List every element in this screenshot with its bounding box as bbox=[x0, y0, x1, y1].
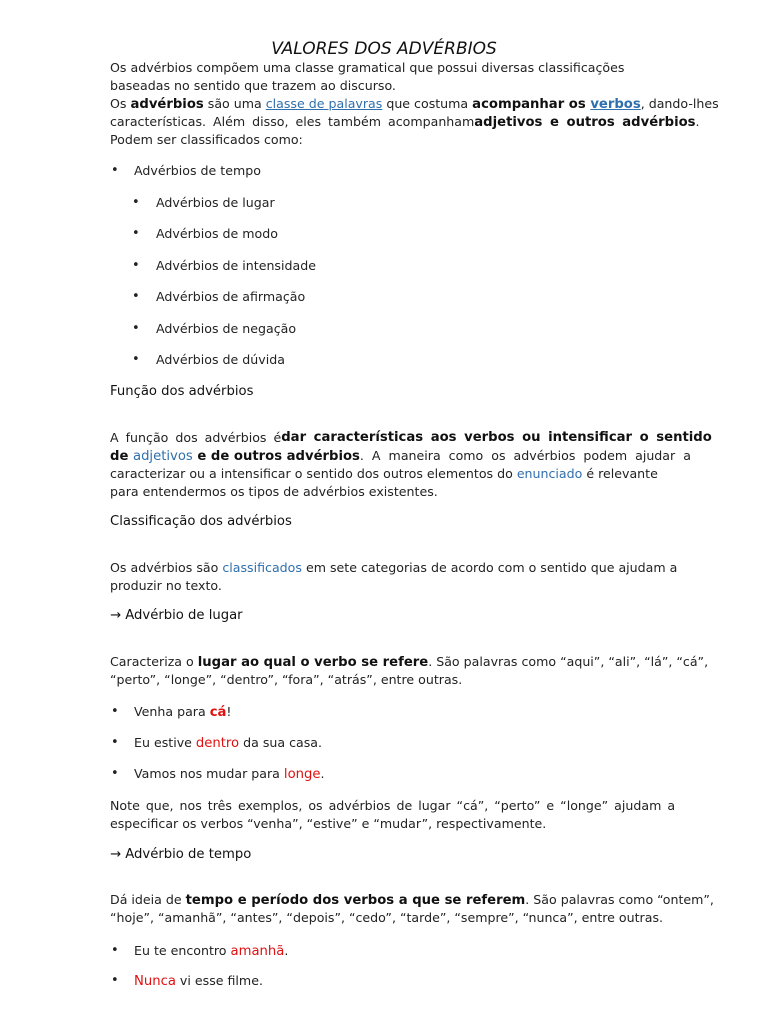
list-item: Advérbios de tempo bbox=[134, 163, 261, 178]
example-item: Nunca vi esse filme. bbox=[134, 973, 263, 989]
list-bullet: • bbox=[132, 289, 140, 304]
classificacao-line-2: produzir no texto. bbox=[110, 578, 222, 593]
example-item: Vamos nos mudar para longe. bbox=[134, 766, 325, 782]
intro-paragraph-3: características. Além disso, eles também acompanham adjetivos e outros advérbios. bbox=[110, 114, 700, 130]
list-bullet: • bbox=[132, 195, 140, 210]
tempo-line-2: “hoje”, “amanhã”, “antes”, “depois”, “cedo”, “tarde”, “sempre”, “nunca”, entre outras. bbox=[110, 910, 664, 925]
lugar-note-line-1: Note que, nos três exemplos, os advérbios de lugar “cá”, “perto” e “longe” ajudam a bbox=[110, 798, 676, 813]
list-item: Advérbios de dúvida bbox=[156, 352, 285, 367]
link-enunciado[interactable]: enunciado bbox=[516, 466, 583, 481]
list-bullet: • bbox=[132, 226, 140, 241]
list-bullet: • bbox=[132, 352, 140, 367]
link-verbos[interactable]: verbos bbox=[590, 97, 641, 112]
list-bullet: • bbox=[111, 766, 119, 781]
section-heading-funcao: Função dos advérbios bbox=[110, 384, 254, 399]
funcao-line-1: A função dos advérbios é dar características aos verbos ou intensificar o sentido bbox=[110, 430, 712, 445]
list-bullet: • bbox=[132, 321, 140, 336]
list-item: Advérbios de lugar bbox=[156, 195, 275, 210]
intro-line-1: Os advérbios compõem uma classe gramatical que possui diversas classificações bbox=[110, 60, 625, 75]
list-bullet: • bbox=[111, 735, 119, 750]
intro-paragraph-4: Podem ser classificados como: bbox=[110, 132, 303, 147]
section-heading-classificacao: Classificação dos advérbios bbox=[110, 514, 292, 529]
lugar-note-line-2: especificar os verbos “venha”, “estive” e “mudar”, respectivamente. bbox=[110, 816, 547, 831]
link-adjetivos[interactable]: adjetivos bbox=[132, 449, 193, 464]
list-item: Advérbios de modo bbox=[156, 226, 278, 241]
list-bullet: • bbox=[111, 163, 119, 178]
lugar-line-1: Caracteriza o lugar ao qual o verbo se refere. São palavras como “aqui”, “ali”, “lá”, “cá”, bbox=[110, 654, 709, 670]
list-bullet: • bbox=[111, 704, 119, 719]
intro-line-2: baseadas no sentido que trazem ao discurso. bbox=[110, 78, 396, 93]
intro-paragraph-2: Os advérbios são uma classe de palavras que costuma acompanhar os verbos, dando-lhes bbox=[110, 96, 719, 112]
link-classificados[interactable]: classificados bbox=[222, 560, 302, 575]
link-classe-de-palavras[interactable]: classe de palavras bbox=[265, 96, 383, 111]
list-bullet: • bbox=[111, 973, 119, 988]
list-bullet: • bbox=[111, 943, 119, 958]
example-item: Venha para cá! bbox=[134, 704, 232, 720]
funcao-line-3: caracterizar ou a intensificar o sentido dos outros elementos do enunciado é relevante bbox=[110, 466, 658, 481]
funcao-line-4: para entendermos os tipos de advérbios existentes. bbox=[110, 484, 438, 499]
page-title: VALORES DOS ADVÉRBIOS bbox=[271, 39, 497, 59]
example-item: Eu te encontro amanhã. bbox=[134, 943, 289, 959]
list-item: Advérbios de afirmação bbox=[156, 289, 306, 304]
tempo-line-1: Dá ideia de tempo e período dos verbos a que se referem. São palavras como “ontem”, bbox=[110, 892, 714, 908]
example-item: Eu estive dentro da sua casa. bbox=[134, 735, 323, 751]
list-item: Advérbios de negação bbox=[156, 321, 297, 336]
lugar-line-2: “perto”, “longe”, “dentro”, “fora”, “atrás”, entre outras. bbox=[110, 672, 463, 687]
funcao-line-2: de adjetivos e de outros advérbios . A maneira como os advérbios podem ajudar a bbox=[110, 448, 691, 464]
section-heading-tempo: → Advérbio de tempo bbox=[110, 847, 252, 862]
classificacao-line-1: Os advérbios são classificados em sete categorias de acordo com o sentido que ajudam a bbox=[110, 560, 678, 575]
list-bullet: • bbox=[132, 258, 140, 273]
section-heading-lugar: → Advérbio de lugar bbox=[110, 608, 243, 623]
list-item: Advérbios de intensidade bbox=[156, 258, 316, 273]
